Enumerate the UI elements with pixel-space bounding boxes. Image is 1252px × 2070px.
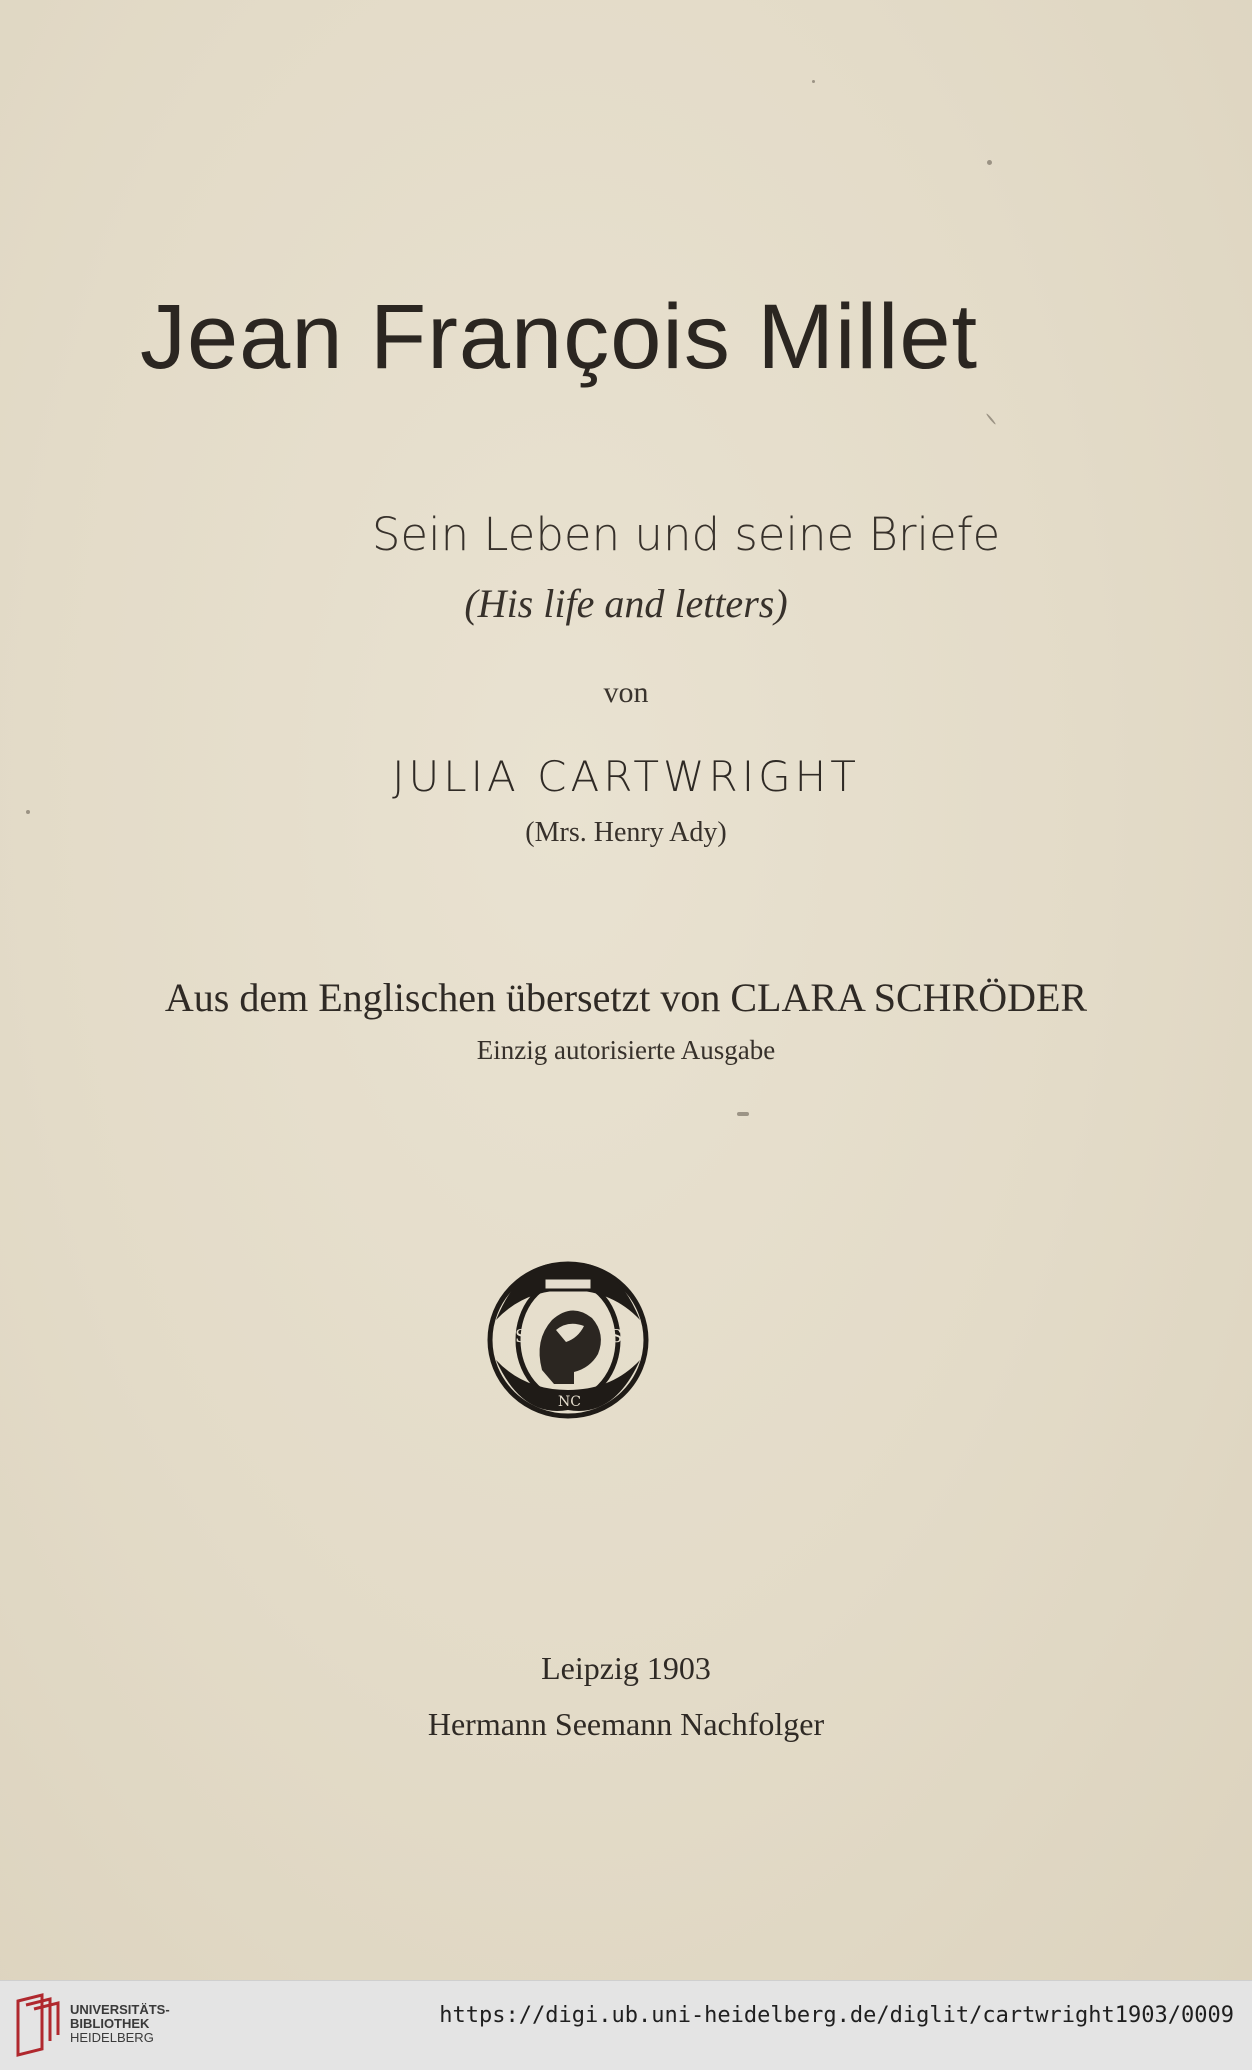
publication-place-year: Leipzig 1903	[541, 1650, 711, 1686]
paper-speck	[987, 160, 992, 165]
author-alias: (Mrs. Henry Ady)	[525, 817, 727, 848]
paper-speck	[986, 413, 997, 425]
permalink-url[interactable]: https://digi.ub.uni-heidelberg.de/diglit/cartwright1903/0009	[439, 2003, 1234, 2028]
library-name-line1: UNIVERSITÄTS-	[70, 2002, 170, 2017]
library-logo-icon[interactable]	[12, 1991, 60, 2057]
by-label: von	[603, 676, 649, 709]
edition-note: Einzig autorisierte Ausgabe	[476, 1035, 776, 1065]
svg-text:S: S	[515, 1326, 528, 1347]
paper-speck	[812, 80, 815, 83]
book-subtitle: Sein Leben und seine Briefe	[371, 508, 1001, 561]
svg-text:S: S	[610, 1326, 623, 1347]
paper-speck	[26, 810, 30, 814]
author-name: JULIA CARTWRIGHT	[392, 752, 860, 801]
translation-note: Aus dem Englischen übersetzt von CLARA SCHRÖDER	[164, 975, 1088, 1020]
library-name	[70, 2003, 170, 2045]
library-name-line3: HEIDELBERG	[70, 2030, 154, 2045]
library-name-line2: BIBLIOTHEK	[70, 2016, 150, 2031]
viewer-footer	[0, 1980, 1252, 2070]
publisher-name: Hermann Seemann Nachfolger	[427, 1706, 825, 1742]
publisher-emblem-icon	[482, 1250, 654, 1422]
book-subtitle-english: (His life and letters)	[464, 581, 788, 626]
paper-speck	[737, 1112, 749, 1116]
svg-text:NC: NC	[558, 1394, 581, 1410]
book-title: Jean François Millet	[140, 286, 979, 388]
